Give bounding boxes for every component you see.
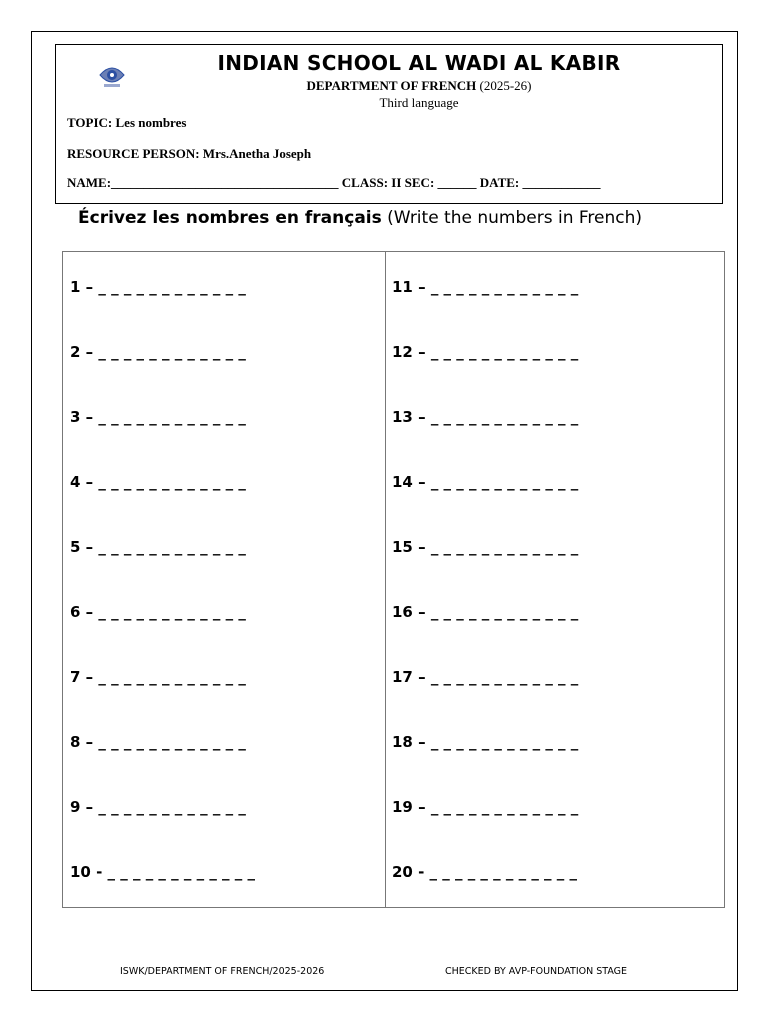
number-item-20: 20 - _ _ _ _ _ _ _ _ _ _ _ _ [392, 863, 577, 881]
number-item-16: 16 – _ _ _ _ _ _ _ _ _ _ _ _ [392, 603, 579, 621]
department-line [56, 78, 722, 94]
number-item-4: 4 – _ _ _ _ _ _ _ _ _ _ _ _ [70, 473, 246, 491]
number-item-2: 2 – _ _ _ _ _ _ _ _ _ _ _ _ [70, 343, 246, 361]
instruction-english: (Write the numbers in French) [381, 208, 643, 228]
number-item-6: 6 – _ _ _ _ _ _ _ _ _ _ _ _ [70, 603, 246, 621]
resource-person-line: RESOURCE PERSON: Mrs.Anetha Joseph [67, 146, 312, 161]
number-item-7: 7 – _ _ _ _ _ _ _ _ _ _ _ _ [70, 668, 246, 686]
number-item-14: 14 – _ _ _ _ _ _ _ _ _ _ _ _ [392, 473, 579, 491]
footer-checked-by: CHECKED BY AVP-FOUNDATION STAGE [445, 966, 628, 977]
name-class-date-line: NAME:___________________________________ CLASS: II SEC: ______ DATE: ____________ [67, 175, 601, 190]
school-name: INDIAN SCHOOL AL WADI AL KABIR [217, 51, 621, 75]
language-subtitle: Third language [379, 95, 459, 110]
number-item-9: 9 – _ _ _ _ _ _ _ _ _ _ _ _ [70, 798, 246, 816]
number-item-11: 11 – _ _ _ _ _ _ _ _ _ _ _ _ [392, 278, 579, 296]
instruction-french: Écrivez les nombres en français [78, 208, 382, 228]
number-item-18: 18 – _ _ _ _ _ _ _ _ _ _ _ _ [392, 733, 579, 751]
instruction [78, 208, 642, 228]
number-item-1: 1 – _ _ _ _ _ _ _ _ _ _ _ _ [70, 278, 246, 296]
number-item-5: 5 – _ _ _ _ _ _ _ _ _ _ _ _ [70, 538, 246, 556]
footer-department: ISWK/DEPARTMENT OF FRENCH/2025-2026 [120, 966, 325, 977]
worksheet-header [55, 44, 723, 204]
number-item-12: 12 – _ _ _ _ _ _ _ _ _ _ _ _ [392, 343, 579, 361]
column-divider [385, 252, 386, 907]
department-name: DEPARTMENT OF FRENCH [306, 78, 477, 93]
number-item-8: 8 – _ _ _ _ _ _ _ _ _ _ _ _ [70, 733, 246, 751]
topic-line: TOPIC: Les nombres [67, 115, 187, 130]
number-item-17: 17 – _ _ _ _ _ _ _ _ _ _ _ _ [392, 668, 579, 686]
number-item-13: 13 – _ _ _ _ _ _ _ _ _ _ _ _ [392, 408, 579, 426]
number-item-19: 19 – _ _ _ _ _ _ _ _ _ _ _ _ [392, 798, 579, 816]
number-item-10: 10 - _ _ _ _ _ _ _ _ _ _ _ _ [70, 863, 255, 881]
number-item-3: 3 – _ _ _ _ _ _ _ _ _ _ _ _ [70, 408, 246, 426]
academic-year: (2025-26) [479, 78, 532, 93]
number-item-15: 15 – _ _ _ _ _ _ _ _ _ _ _ _ [392, 538, 579, 556]
answer-grid [62, 251, 725, 908]
